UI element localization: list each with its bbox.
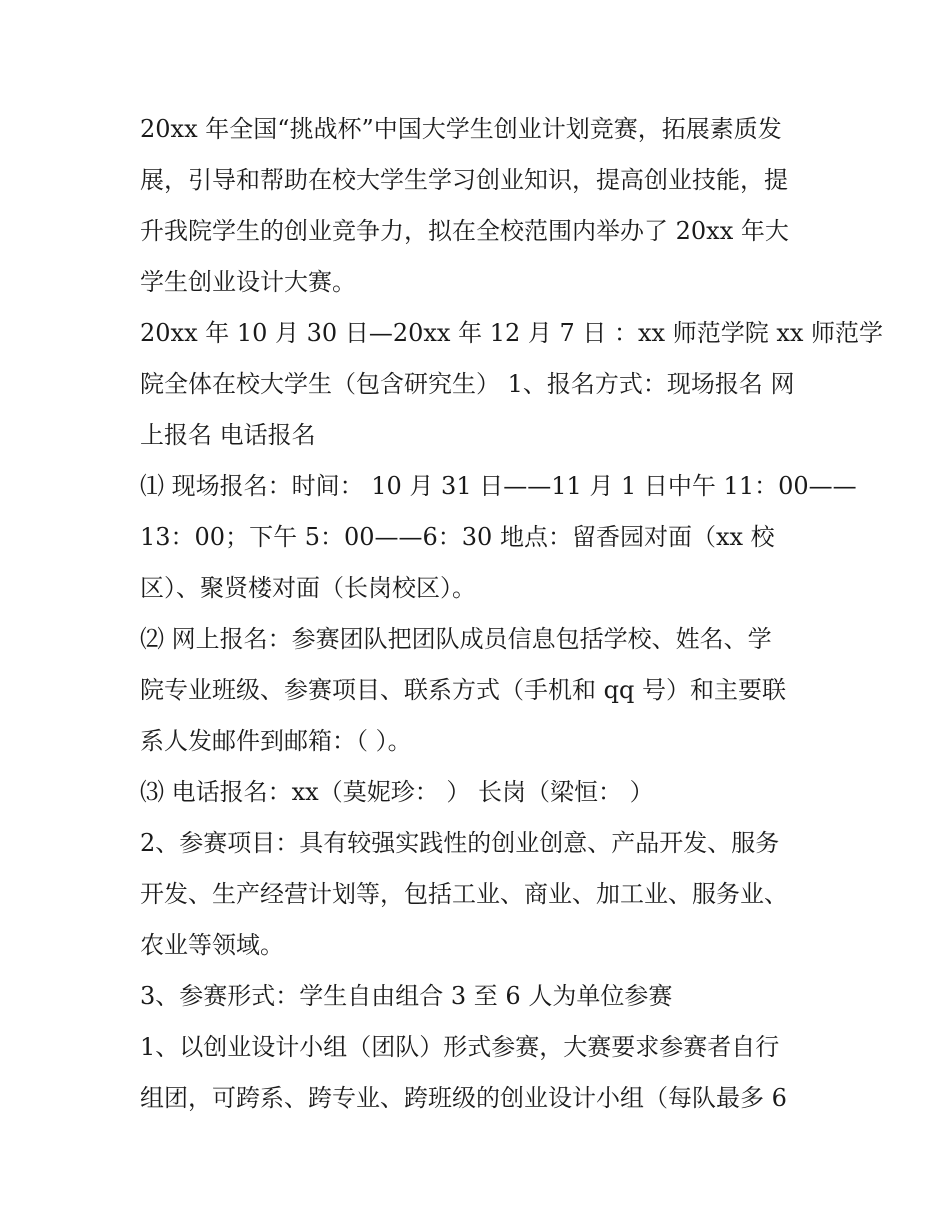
text-line: 13：00；下午 5：00——6：30 地点：留香园对面（xx 校 — [140, 523, 775, 551]
text-line: 1、以创业设计小组（团队）形式参赛，大赛要求参赛者自行 — [140, 1033, 780, 1061]
text-line: 院全体在校大学生（包含研究生） 1、报名方式：现场报名 网 — [140, 370, 795, 398]
text-line: 上报名 电话报名 — [140, 421, 316, 449]
text-line: ⑶ 电话报名：xx（莫妮珍： ） 长岗（梁恒： ） — [140, 778, 654, 806]
text-line: 展，引导和帮助在校大学生学习创业知识，提高创业技能，提 — [140, 166, 788, 194]
text-line: 20xx 年 10 月 30 日—20xx 年 12 月 7 日 ：xx 师范学院 xx 师范学 — [140, 319, 884, 347]
text-line: 农业等领域。 — [140, 931, 284, 959]
text-line: ⑵ 网上报名：参赛团队把团队成员信息包括学校、姓名、学 — [140, 625, 772, 653]
text-line: 学生创业设计大赛。 — [140, 268, 356, 296]
text-line: 20xx 年全国“挑战杯”中国大学生创业计划竞赛，拓展素质发 — [140, 115, 782, 143]
text-line: 系人发邮件到邮箱：（ ）。 — [140, 727, 412, 755]
text-line: ⑴ 现场报名：时间： 10 月 31 日——11 月 1 日中午 11：00—— — [140, 472, 857, 500]
text-line: 组团，可跨系、跨专业、跨班级的创业设计小组（每队最多 6 — [140, 1084, 787, 1112]
text-line: 2、参赛项目：具有较强实践性的创业创意、产品开发、服务 — [140, 829, 780, 857]
text-line: 升我院学生的创业竞争力，拟在全校范围内举办了 20xx 年大 — [140, 217, 789, 245]
document-page — [140, 104, 884, 1124]
text-line: 院专业班级、参赛项目、联系方式（手机和 qq 号）和主要联 — [140, 676, 786, 704]
text-line: 区）、聚贤楼对面（长岗校区）。 — [140, 574, 476, 602]
text-line: 开发、生产经营计划等，包括工业、商业、加工业、服务业、 — [140, 880, 788, 908]
text-line: 3、参赛形式：学生自由组合 3 至 6 人为单位参赛 — [140, 982, 673, 1010]
